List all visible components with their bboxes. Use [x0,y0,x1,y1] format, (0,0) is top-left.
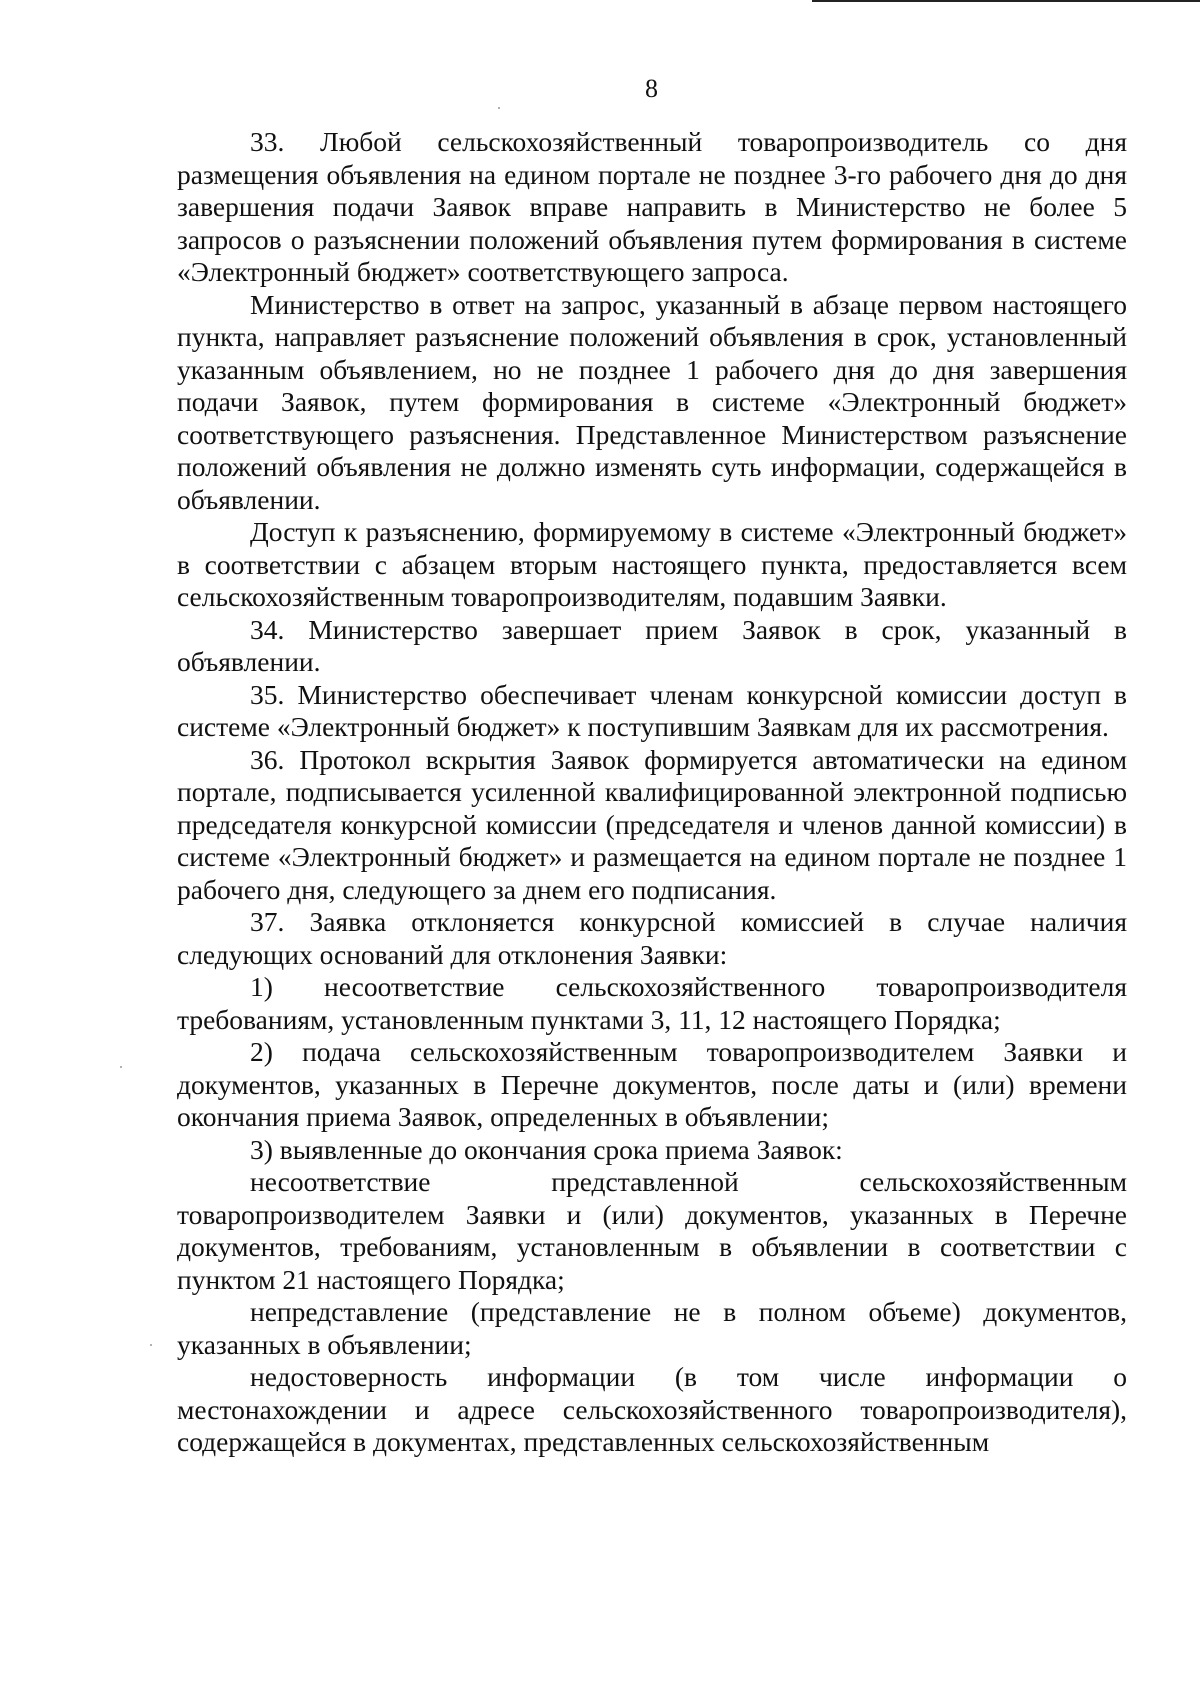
list-item-1: 1) несоответствие сельскохозяйственного товаропроизводителя требованиям, установленным пунктами 3, 11, 12 настоящего Порядка; [177,971,1127,1035]
scan-speck [150,1344,152,1346]
scan-speck [120,1066,122,1068]
sub-item-nonconformity: несоответствие представленной сельскохозяйственным товаропроизводителем Заявки и (или) документов, указанных в Перечне документов, требованиям, установленным в объявлении в соответствии с пунктом 21 настоящего Порядка; [177,1166,1127,1295]
paragraph-37: 37. Заявка отклоняется конкурсной комиссией в случае наличия следующих оснований для отклонения Заявки: [177,906,1127,970]
list-item-3: 3) выявленные до окончания срока приема Заявок: [250,1133,843,1165]
top-border-line [812,0,1200,2]
paragraph-35: 35. Министерство обеспечивает членам конкурсной комиссии доступ в системе «Электронный бюджет» к поступившим Заявкам для их рассмотрения. [177,678,1127,742]
paragraph-36: 36. Протокол вскрытия Заявок формируется автоматически на едином портале, подписывается усиленной квалифицированной электронной подписью председателя конкурсной комиссии (председателя и членов данной комиссии) в системе «Электронный бюджет» и размещается на едином портале не позднее 1 рабочего дня, следующего за днем его подписания. [177,743,1127,905]
page-number: 8 [645,74,658,103]
scan-speck [498,107,500,109]
paragraph-33-access: Доступ к разъяснению, формируемому в системе «Электронный бюджет» в соответствии с абзацем вторым настоящего пункта, предоставляется всем сельскохозяйственным товаропроизводителям, подавшим Заявки. [177,516,1127,612]
document-body [177,126,1127,1459]
list-item-2: 2) подача сельскохозяйственным товаропроизводителем Заявки и документов, указанных в Перечне документов, после даты и (или) времени окончания приема Заявок, определенных в объявлении; [177,1036,1127,1132]
paragraph-33-response: Министерство в ответ на запрос, указанный в абзаце первом настоящего пункта, направляет разъяснение положений объявления в срок, установленный указанным объявлением, но не позднее 1 рабочего дня до дня завершения подачи Заявок, путем формирования в системе «Электронный бюджет» соответствующего разъяснения. Представленное Министерством разъяснение положений объявления не должно изменять суть информации, содержащейся в объявлении. [177,288,1127,515]
paragraph-34: 34. Министерство завершает прием Заявок в срок, указанный в объявлении. [177,613,1127,677]
paragraph-33-intro: 33. Любой сельскохозяйственный товаропроизводитель со дня размещения объявления на едином портале не позднее 3-го рабочего дня до дня завершения подачи Заявок вправе направить в Министерство не более 5 запросов о разъяснении положений объявления путем формирования в системе «Электронный бюджет» соответствующего запроса. [177,126,1127,287]
sub-item-unreliability: недостоверность информации (в том числе информации о местонахождении и адресе сельскохозяйственного товаропроизводителя), содержащейся в документах, представленных сельскохозяйственным [177,1361,1127,1457]
sub-item-nonsubmission: непредставление (представление не в полном объеме) документов, указанных в объявлении; [177,1296,1127,1360]
